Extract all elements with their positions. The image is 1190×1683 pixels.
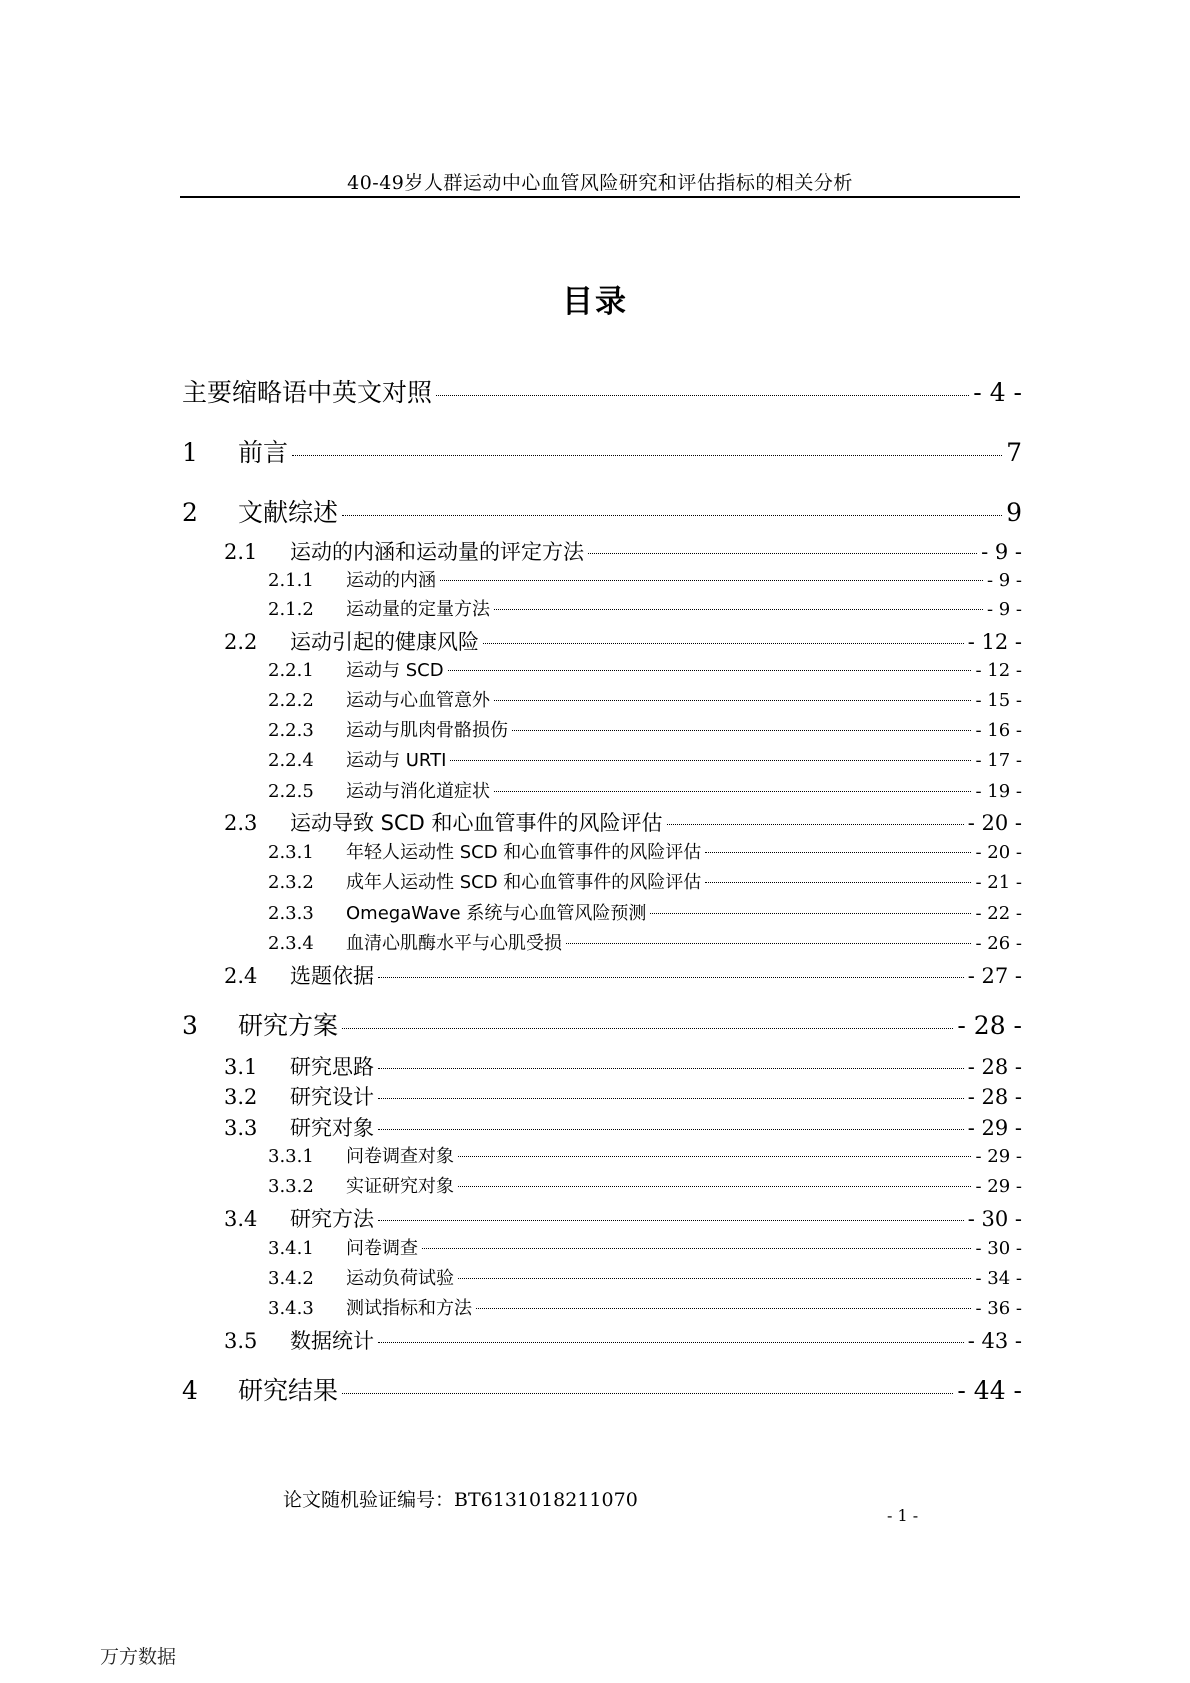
toc-entry[interactable] — [182, 899, 1022, 925]
toc-entry-number: 3.4.1 — [268, 1238, 314, 1259]
toc-entry-number: 3.5 — [224, 1329, 258, 1353]
toc-entry-page: - 20 - — [975, 842, 1022, 863]
page-title: 目录 — [562, 284, 628, 320]
toc-entry-number: 2.1.2 — [268, 599, 314, 620]
toc-entry-page: - 28 - — [967, 1085, 1022, 1109]
toc-dot-leader — [476, 1308, 971, 1309]
toc-dot-leader — [342, 1393, 953, 1394]
watermark-text: 万方数据 — [100, 1646, 177, 1668]
toc-entry[interactable] — [182, 746, 1022, 772]
toc-entry[interactable] — [182, 686, 1022, 712]
toc-entry-page: - 26 - — [975, 933, 1022, 954]
toc-entry-number: 3.4.3 — [268, 1298, 314, 1319]
toc-dot-leader — [292, 455, 1002, 456]
toc-dot-leader — [450, 760, 971, 761]
toc-entry-label: 数据统计 — [290, 1329, 374, 1353]
toc-entry[interactable] — [182, 1112, 1022, 1142]
toc-dot-leader — [566, 943, 971, 944]
toc-entry-label: 运动量的定量方法 — [346, 599, 490, 620]
toc-entry-page: - 9 - — [986, 599, 1022, 620]
toc-entry[interactable] — [182, 1051, 1022, 1081]
toc-entry-number: 2.2.3 — [268, 720, 314, 741]
toc-entry-label: 问卷调查 — [346, 1238, 418, 1259]
toc-entry-number: 2.3.2 — [268, 872, 314, 893]
toc-entry-page: - 9 - — [981, 540, 1022, 564]
toc-entry-number: 3.3.2 — [268, 1176, 314, 1197]
toc-entry-label: 文献综述 — [238, 498, 339, 527]
toc-entry-number: 3.4.2 — [268, 1268, 314, 1289]
toc-entry-page: 9 — [1006, 498, 1022, 527]
toc-entry[interactable] — [182, 716, 1022, 742]
toc-dot-leader — [494, 700, 971, 701]
toc-entry-label: 研究对象 — [290, 1116, 374, 1140]
toc-entry-page: - 29 - — [975, 1146, 1022, 1167]
toc-dot-leader — [667, 824, 964, 825]
toc-entry-label: OmegaWave 系统与心血管风险预测 — [346, 903, 647, 924]
toc-entry[interactable] — [182, 1264, 1022, 1290]
toc-entry-label: 研究方法 — [290, 1207, 374, 1231]
toc-entry-page: - 12 - — [975, 660, 1022, 681]
toc-entry-page: - 36 - — [975, 1298, 1022, 1319]
toc-entry-label: 研究方案 — [238, 1011, 339, 1040]
toc-entry-label: 运动的内涵 — [346, 570, 436, 591]
toc-dot-leader — [378, 1098, 964, 1099]
toc-entry-page: - 16 - — [975, 720, 1022, 741]
toc-entry[interactable] — [182, 1325, 1022, 1355]
toc-entry-number: 2.2.5 — [268, 781, 314, 802]
toc-entry-label: 实证研究对象 — [346, 1176, 454, 1197]
running-header: 40-49岁人群运动中心血管风险研究和评估指标的相关分析 — [347, 172, 853, 194]
toc-dot-leader — [378, 977, 964, 978]
toc-dot-leader — [705, 882, 971, 883]
toc-dot-leader — [342, 1028, 953, 1029]
toc-entry[interactable] — [182, 1371, 1022, 1407]
toc-entry[interactable] — [182, 493, 1022, 529]
toc-entry-number: 3.1 — [224, 1055, 258, 1079]
toc-entry-label: 研究设计 — [290, 1085, 374, 1109]
toc-entry-number: 3.3 — [224, 1116, 258, 1140]
toc-entry[interactable] — [182, 838, 1022, 864]
toc-entry-number: 2 — [182, 498, 198, 527]
toc-entry[interactable] — [182, 868, 1022, 894]
toc-entry[interactable] — [182, 1294, 1022, 1320]
toc-entry-number: 2.3.1 — [268, 842, 314, 863]
toc-entry-label: 测试指标和方法 — [346, 1298, 472, 1319]
toc-entry[interactable] — [182, 433, 1022, 469]
toc-entry-page: - 27 - — [967, 964, 1022, 988]
toc-dot-leader — [422, 1248, 971, 1249]
toc-entry-number: 3.2 — [224, 1085, 258, 1109]
toc-entry-label: 年轻人运动性 SCD 和心血管事件的风险评估 — [346, 842, 702, 863]
toc-entry-page: - 29 - — [975, 1176, 1022, 1197]
toc-entry-label: 运动与肌肉骨骼损伤 — [346, 720, 508, 741]
toc-entry[interactable] — [182, 626, 1022, 656]
toc-dot-leader — [494, 609, 983, 610]
toc-entry-label: 研究结果 — [238, 1376, 339, 1405]
toc-entry-number: 2.3 — [224, 811, 258, 835]
toc-entry-number: 2.2.4 — [268, 750, 314, 771]
toc-entry-label: 成年人运动性 SCD 和心血管事件的风险评估 — [346, 872, 702, 893]
toc-entry-number: 2.3.3 — [268, 903, 314, 924]
toc-entry[interactable] — [182, 656, 1022, 682]
toc-dot-leader — [458, 1186, 971, 1187]
toc-entry-number: 2.3.4 — [268, 933, 314, 954]
toc-entry-page: 7 — [1006, 438, 1022, 467]
toc-entry-label: 主要缩略语中英文对照 — [182, 378, 433, 407]
toc-entry-number: 1 — [182, 438, 198, 467]
toc-entry-number: 3.4 — [224, 1207, 258, 1231]
verification-number: 论文随机验证编号：BT6131018211070 — [283, 1489, 638, 1511]
toc-entry-page: - 9 - — [986, 570, 1022, 591]
toc-entry-label: 问卷调查对象 — [346, 1146, 454, 1167]
toc-entry[interactable] — [182, 1234, 1022, 1260]
toc-entry-label: 前言 — [238, 438, 289, 467]
toc-dot-leader — [378, 1220, 964, 1221]
toc-dot-leader — [458, 1278, 971, 1279]
toc-entry-label: 运动与 SCD — [346, 660, 444, 681]
toc-entry-number: 2.2.2 — [268, 690, 314, 711]
toc-dot-leader — [342, 515, 1002, 516]
toc-entry[interactable] — [182, 1006, 1022, 1042]
toc-entry-page: - 29 - — [967, 1116, 1022, 1140]
toc-entry-number: 2.2 — [224, 630, 258, 654]
toc-entry-label: 运动负荷试验 — [346, 1268, 454, 1289]
toc-dot-leader — [378, 1068, 964, 1069]
toc-entry-label: 血清心肌酶水平与心肌受损 — [346, 933, 562, 954]
toc-entry[interactable] — [182, 1142, 1022, 1168]
toc-entry-page: - 12 - — [967, 630, 1022, 654]
toc-entry-page: - 30 - — [975, 1238, 1022, 1259]
toc-entry-page: - 20 - — [967, 811, 1022, 835]
toc-entry-label: 运动引起的健康风险 — [290, 630, 479, 654]
toc-entry-label: 选题依据 — [290, 964, 374, 988]
toc-entry-page: - 44 - — [957, 1376, 1022, 1405]
toc-entry[interactable] — [182, 566, 1022, 592]
toc-entry[interactable] — [182, 1081, 1022, 1111]
toc-entry[interactable] — [182, 1203, 1022, 1233]
toc-dot-leader — [483, 643, 964, 644]
toc-entry-label: 运动与消化道症状 — [346, 781, 490, 802]
toc-dot-leader — [378, 1342, 964, 1343]
toc-entry-number: 2.4 — [224, 964, 258, 988]
toc-entry-number: 2.1.1 — [268, 570, 314, 591]
toc-entry-page: - 21 - — [975, 872, 1022, 893]
toc-entry-page: - 30 - — [967, 1207, 1022, 1231]
toc-dot-leader — [448, 670, 972, 671]
toc-entry[interactable] — [182, 1172, 1022, 1198]
header-rule — [180, 196, 1020, 198]
toc-entry-page: - 28 - — [967, 1055, 1022, 1079]
toc-entry-page: - 34 - — [975, 1268, 1022, 1289]
toc-entry-label: 运动导致 SCD 和心血管事件的风险评估 — [290, 811, 663, 835]
toc-dot-leader — [378, 1129, 964, 1130]
toc-entry[interactable] — [182, 595, 1022, 621]
toc-entry[interactable] — [182, 929, 1022, 955]
toc-dot-leader — [705, 852, 971, 853]
toc-entry-label: 运动的内涵和运动量的评定方法 — [290, 540, 584, 564]
toc-entry-page: - 22 - — [975, 903, 1022, 924]
toc-dot-leader — [440, 580, 983, 581]
toc-entry-number: 2.2.1 — [268, 660, 314, 681]
toc-entry-page: - 43 - — [967, 1329, 1022, 1353]
toc-dot-leader — [436, 395, 969, 396]
toc-entry[interactable] — [182, 373, 1022, 409]
toc-dot-leader — [512, 730, 971, 731]
toc-entry-label: 运动与 URTI — [346, 750, 447, 771]
toc-entry-page: - 15 - — [975, 690, 1022, 711]
toc-entry-label: 研究思路 — [290, 1055, 374, 1079]
toc-entry[interactable] — [182, 807, 1022, 837]
toc-entry[interactable] — [182, 536, 1022, 566]
toc-entry-label: 运动与心血管意外 — [346, 690, 490, 711]
toc-dot-leader — [588, 553, 977, 554]
toc-entry-number: 4 — [182, 1376, 198, 1405]
toc-entry[interactable] — [182, 777, 1022, 803]
toc-entry-page: - 19 - — [975, 781, 1022, 802]
toc-entry-page: - 28 - — [957, 1011, 1022, 1040]
toc-dot-leader — [458, 1156, 971, 1157]
toc-dot-leader — [650, 913, 971, 914]
toc-entry[interactable] — [182, 960, 1022, 990]
toc-entry-page: - 4 - — [973, 378, 1022, 407]
toc-entry-number: 3 — [182, 1011, 198, 1040]
toc-entry-number: 2.1 — [224, 540, 258, 564]
toc-entry-page: - 17 - — [975, 750, 1022, 771]
page-number: - 1 - — [887, 1506, 919, 1525]
toc-dot-leader — [494, 791, 971, 792]
toc-entry-number: 3.3.1 — [268, 1146, 314, 1167]
